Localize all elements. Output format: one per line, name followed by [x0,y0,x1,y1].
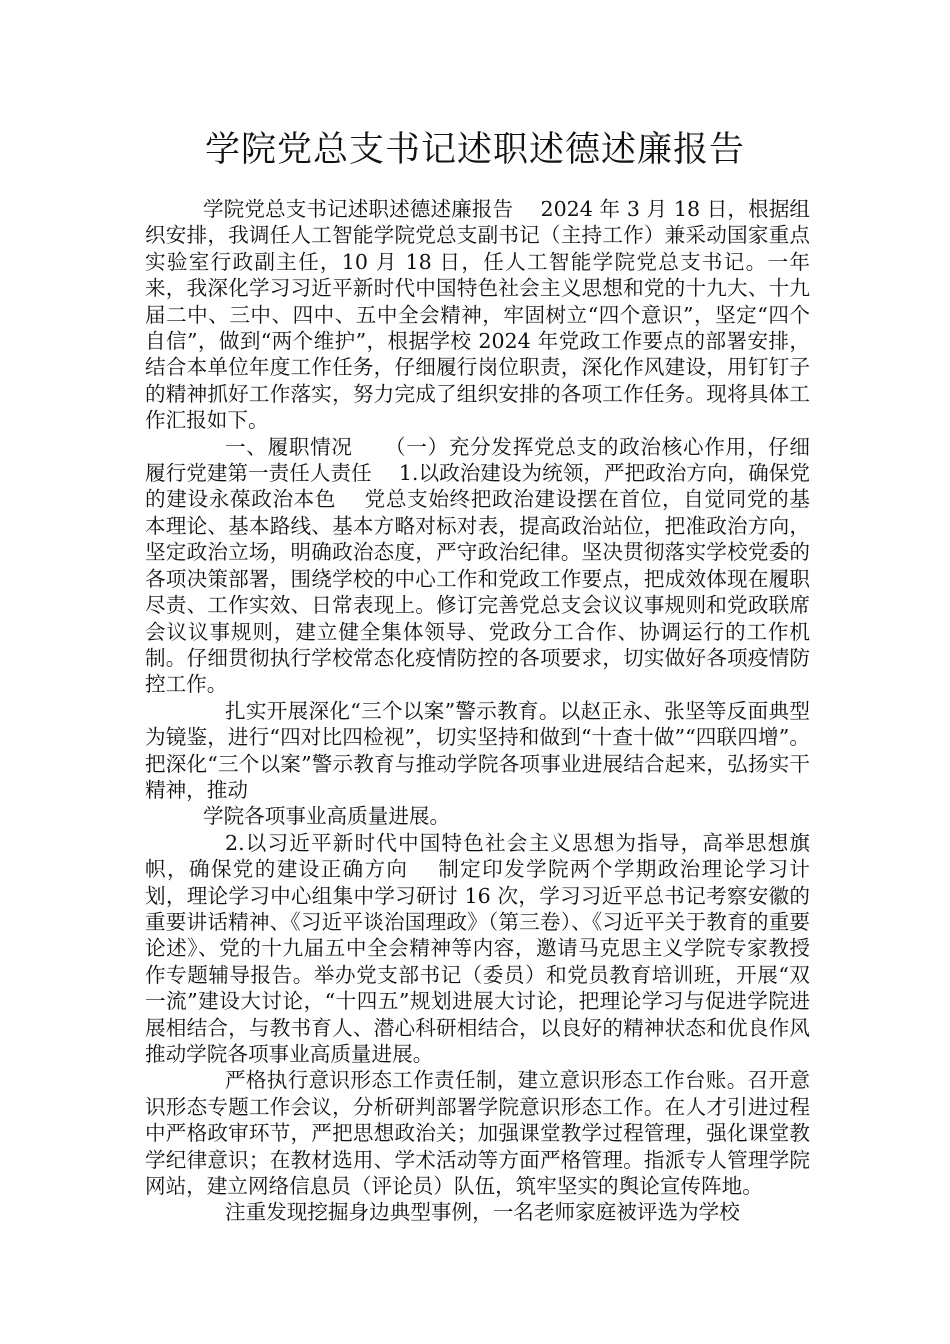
paragraph-continuation: 学院各项事业高质量进展。 [203,804,451,829]
paragraph-intro: 学院党总支书记述职述德述廉报告 2024 年 3 月 18 日，根据组织安排，我调任人工智能学院党总支副书记（主持工作）兼采动国家重点实验室行政副主任，10 月 18 日，任人工智能学院党总支书记。一年来，我深化学习习近平新时代中国特色社会主义思想和党的十九大、十九届二中、三中、四中、五中全会精神，牢固树立“四个意识”，坚定“四个自信”，做到“两个维护”，根据学校 2024 年党政工作要点的部署安排，结合本单位年度工作任务，仔细履行岗位职责，深化作风建设，用钉钉子的精神抓好工作落实，努力完成了组织安排的各项工作任务。现将具体工作汇报如下。 [145,197,810,433]
document-title: 学院党总支书记述职述德述廉报告 [204,130,745,170]
paragraph-warning-education: 扎实开展深化“三个以案”警示教育。以赵正永、张坚等反面典型为镜鉴，进行“四对比四检视”，切实坚持和做到“十查十做”“四联四增”。把深化“三个以案”警示教育与推动学院各项事业进展结合起来，弘扬实干精神，推动 [145,698,810,802]
paragraph-theory-study: 2.以习近平新时代中国特色社会主义思想为指导，高举思想旗帜，确保党的建设正确方向 制定印发学院两个学期政治理论学习计划，理论学习中心组集中学习研讨 16 次，学习习近平总书记考察安徽的重要讲话精神、《习近平谈治国理政》（第三卷）、《习近平关于教育的重要论述》、党的十九届五中全会精神等内容，邀请马克思主义学院专家教授作专题辅导报告。举办党支部书记（委员）和党员教育培训班，开展“双一流”建设大讨论，“十四五”规划进展大讨论，把理论学习与促进学院进展相结合，与教书育人、潜心科研相结合，以良好的精神状态和优良作风推动学院各项事业高质量进展。 [145,830,810,1066]
paragraph-duty-performance: 一、履职情况 （一）充分发挥党总支的政治核心作用，仔细履行党建第一责任人责任 1.以政治建设为统领，严把政治方向，确保党的建设永葆政治本色 党总支始终把政治建设摆在首位，自觉同党的基本理论、基本路线、基本方略对标对表，提高政治站位，把准政治方向，坚定政治立场，明确政治态度，严守政治纪律。坚决贯彻落实学校党委的各项决策部署，围绕学校的中心工作和党政工作要点，把成效体现在履职尽责、工作实效、日常表现上。修订完善党总支会议议事规则和党政联席会议议事规则，建立健全集体领导、党政分工合作、协调运行的工作机制。仔细贯彻执行学校常态化疫情防控的各项要求，切实做好各项疫情防控工作。 [145,434,810,697]
document-body [145,196,810,1226]
paragraph-ideology-work: 严格执行意识形态工作责任制，建立意识形态工作台账。召开意识形态专题工作会议，分析研判部署学院意识形态工作。在人才引进过程中严格政审环节，严把思想政治关；加强课堂教学过程管理，强化课堂教学纪律意识；在教材选用、学术活动等方面严格管理。指派专人管理学院网站，建立网络信息员（评论员）队伍，筑牢坚实的舆论宣传阵地。 [145,1068,810,1199]
paragraph-typical-examples: 注重发现挖掘身边典型事例，一名老师家庭被评选为学校 [225,1200,740,1225]
